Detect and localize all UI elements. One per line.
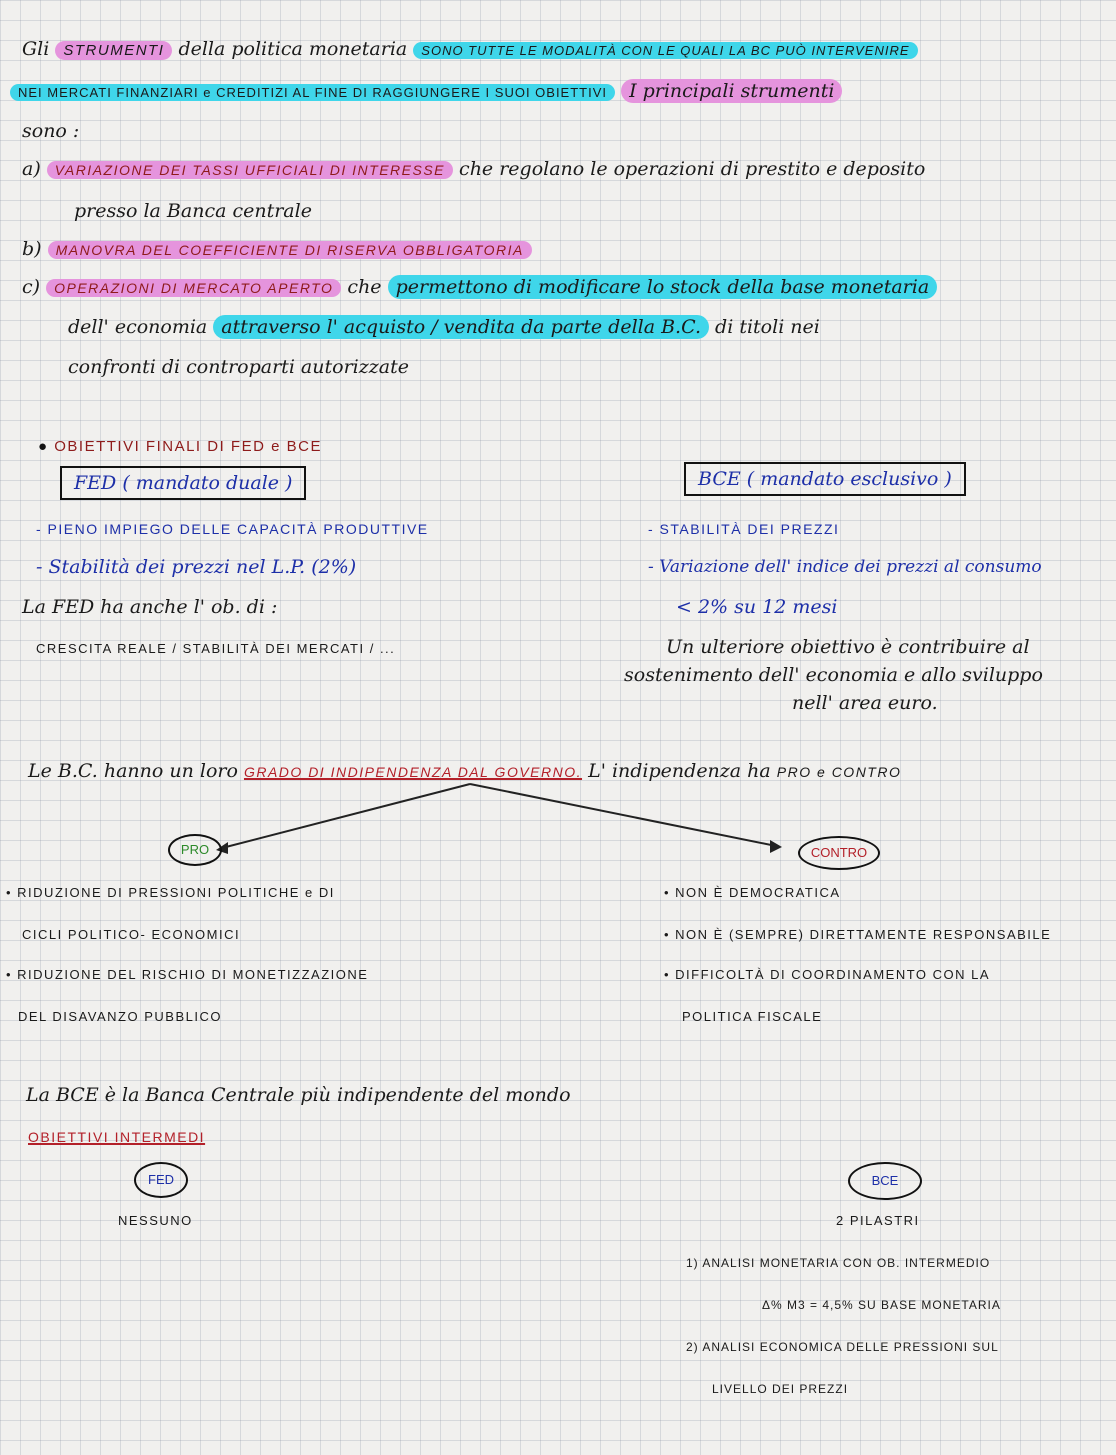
pro-item-2-cont: DEL DISAVANZO PUBBLICO <box>18 1009 222 1024</box>
pro-item-1-cont: CICLI POLITICO- ECONOMICI <box>22 927 241 942</box>
pillar-2: 2) ANALISI ECONOMICA DELLE PRESSIONI SUL <box>686 1340 999 1354</box>
pillar-1-formula: Δ% M3 = 4,5% SU BASE MONETARIA <box>762 1298 1001 1312</box>
bce-mandate-box: BCE ( mandato esclusivo ) <box>684 462 966 496</box>
instrument-c-economia: dell' economia <box>68 316 208 338</box>
highlight-definition: SONO TUTTE LE MODALITÀ CON LE QUALI LA BC PUÒ INTERVENIRE <box>413 42 917 59</box>
bce-item-1: - STABILITÀ DEI PREZZI <box>648 521 840 537</box>
intro-text: della politica monetaria <box>178 38 408 60</box>
objectives-heading: ● OBIETTIVI FINALI DI FED e BCE <box>38 438 322 455</box>
fed-oval: FED <box>134 1162 188 1198</box>
objectives-heading-text: OBIETTIVI FINALI DI FED e BCE <box>54 438 322 455</box>
contro-item-2: • NON È (SEMPRE) DIRETTAMENTE RESPONSABILE <box>664 927 1052 942</box>
independence-pro-contro: PRO e CONTRO <box>776 764 902 780</box>
fed-also-line: La FED ha anche l' ob. di : <box>22 596 278 618</box>
highlight-mercato-aperto: OPERAZIONI DI MERCATO APERTO <box>46 279 341 297</box>
independence-grado: GRADO DI INDIPENDENZA DAL GOVERNO. <box>243 764 583 780</box>
bce-further-3: nell' area euro. <box>792 692 938 714</box>
bce-further-1: Un ulteriore obiettivo è contribuire al <box>666 636 1030 658</box>
instrument-c-line-3: confronti di controparti autorizzate <box>68 356 409 378</box>
label-b: b) <box>22 238 42 260</box>
contro-item-3-cont: POLITICA FISCALE <box>682 1009 823 1024</box>
arrow-to-contro <box>470 784 776 846</box>
contro-item-3: • DIFFICOLTÀ DI COORDINAMENTO CON LA <box>664 967 991 982</box>
instrument-c-titoli: di titoli nei <box>715 316 820 338</box>
pillar-1: 1) ANALISI MONETARIA CON OB. INTERMEDIO <box>686 1256 991 1270</box>
contro-oval: CONTRO <box>798 836 880 870</box>
highlight-strumenti: STRUMENTI <box>55 41 172 60</box>
fed-item-2: - Stabilità dei prezzi nel L.P. (2%) <box>36 556 357 578</box>
intro-line-3: sono : <box>22 120 80 142</box>
intro-word-gli: Gli <box>22 38 50 60</box>
fed-mandate-box: FED ( mandato duale ) <box>60 466 306 500</box>
instrument-c-che: che <box>347 276 382 298</box>
bce-intermediate-value: 2 PILASTRI <box>836 1213 920 1228</box>
pro-item-2: • RIDUZIONE DEL RISCHIO DI MONETIZZAZIONE <box>6 967 369 982</box>
highlight-riserva: MANOVRA DEL COEFFICIENTE DI RISERVA OBBLIGATORIA <box>48 241 532 259</box>
independence-text-c: L' indipendenza ha <box>588 760 771 782</box>
arrowhead-contro <box>770 840 782 853</box>
instrument-a-text-cont: presso la Banca centrale <box>74 200 312 222</box>
label-c: c) <box>22 276 41 298</box>
highlight-definition-cont: NEI MERCATI FINANZIARI e CREDITIZI AL FINE DI RAGGIUNGERE I SUOI OBIETTIVI <box>10 84 615 101</box>
independence-text-a: Le B.C. hanno un loro <box>28 760 238 782</box>
highlight-base-monetaria: permettono di modificare lo stock della base monetaria <box>388 275 938 299</box>
highlight-principali: I principali strumenti <box>621 79 842 103</box>
fed-intermediate-value: NESSUNO <box>118 1213 193 1228</box>
fed-also-caps: CRESCITA REALE / STABILITÀ DEI MERCATI / ... <box>36 641 396 656</box>
instrument-a-text: che regolano le operazioni di prestito e deposito <box>459 158 926 180</box>
bce-oval: BCE <box>848 1162 922 1200</box>
fed-item-1: - PIENO IMPIEGO DELLE CAPACITÀ PRODUTTIVE <box>36 521 429 537</box>
bce-further-2: sostenimento dell' economia e allo sviluppo <box>624 664 1043 686</box>
intermediate-heading: OBIETTIVI INTERMEDI <box>28 1129 206 1145</box>
contro-item-1: • NON È DEMOCRATICA <box>664 885 841 900</box>
pro-oval: PRO <box>168 834 222 866</box>
pillar-2-cont: LIVELLO DEI PREZZI <box>712 1382 849 1396</box>
bce-independence-statement: La BCE è la Banca Centrale più indipendente del mondo <box>26 1084 571 1106</box>
highlight-acquisto-vendita: attraverso l' acquisto / vendita da parte della B.C. <box>213 315 709 339</box>
pro-item-1: • RIDUZIONE DI PRESSIONI POLITICHE e DI <box>6 885 335 900</box>
bce-item-2-cont: < 2% su 12 mesi <box>676 596 838 618</box>
highlight-tassi: VARIAZIONE DEI TASSI UFFICIALI DI INTERESSE <box>47 161 453 179</box>
bce-item-2: - Variazione dell' indice dei prezzi al consumo <box>648 557 1042 577</box>
arrow-to-pro <box>222 784 470 848</box>
label-a: a) <box>22 158 41 180</box>
